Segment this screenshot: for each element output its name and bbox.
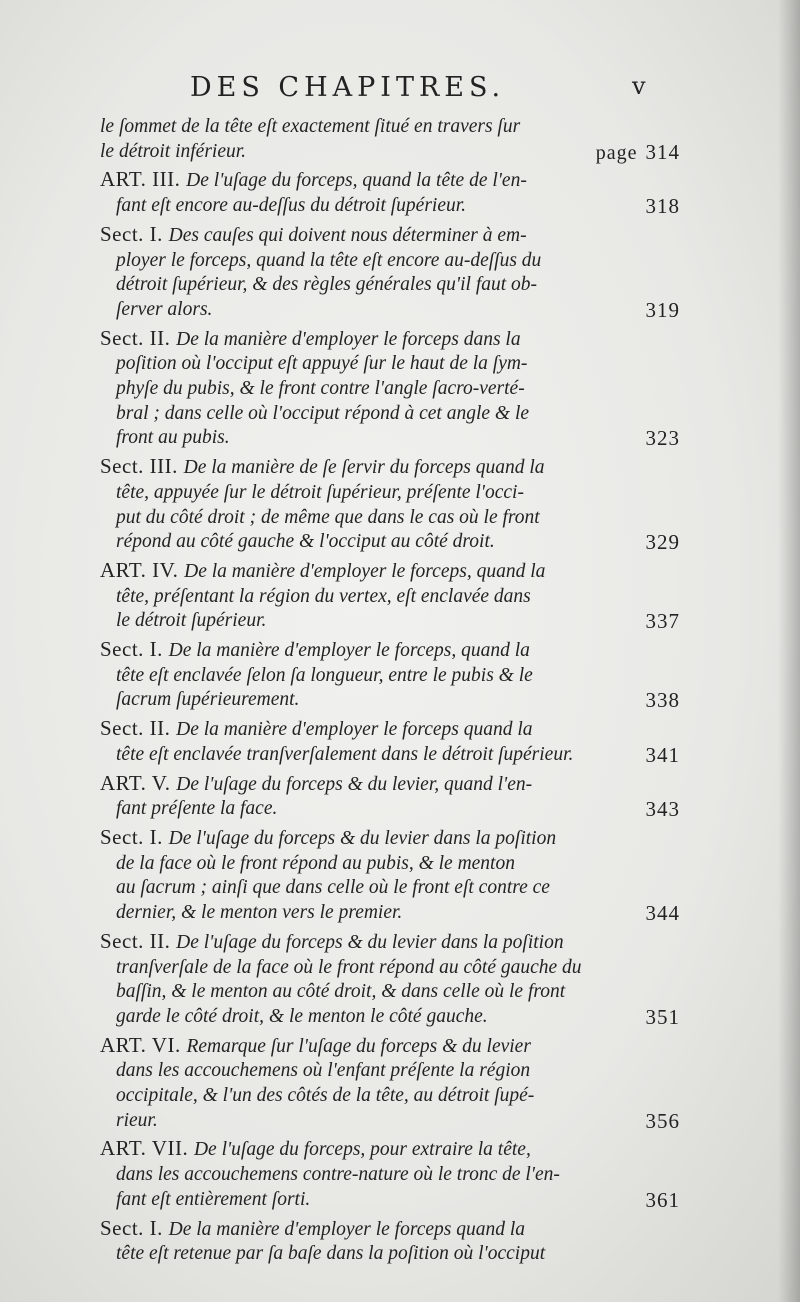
toc-text: baſſin, & le menton au côté droit, & dans celle où le front: [116, 981, 566, 1003]
page-number: [646, 194, 681, 219]
toc-text: Des cauſes qui doivent nous déterminer à em-: [168, 224, 527, 246]
toc-entry: [100, 1033, 680, 1134]
toc-line: [100, 1136, 680, 1163]
toc-text: fant préſente la face.: [116, 798, 278, 820]
toc-text: De la manière d'employer le forceps quand la: [176, 719, 533, 741]
toc-entry: [100, 771, 680, 822]
toc-label: Sect. II.: [100, 325, 177, 350]
toc-text: tête, appuyée ſur le détroit ſupérieur, préſente l'occi-: [116, 481, 524, 503]
page-number-value: 319: [645, 297, 680, 322]
toc-text: tête eſt retenue par ſa baſe dans la poſition où l'occiput: [116, 1243, 546, 1265]
table-of-contents: [100, 112, 680, 1267]
toc-label: ART. IV.: [100, 557, 185, 582]
toc-text: au ſacrum ; ainſi que dans celle où le front eſt contre ce: [116, 877, 550, 899]
toc-line: [100, 825, 680, 852]
toc-entry: [100, 929, 680, 1030]
toc-text: De la manière d'employer le forceps, quand la: [168, 640, 530, 662]
toc-line: [100, 298, 680, 323]
toc-label: Sect. II.: [100, 716, 177, 741]
toc-text: De l'uſage du forceps, quand la tête de l'en-: [186, 170, 527, 192]
toc-entry: [100, 716, 680, 767]
toc-line: [100, 1216, 680, 1243]
toc-text: Remarque ſur l'uſage du forceps & du levier: [186, 1035, 531, 1057]
toc-line: [100, 743, 680, 768]
toc-text: tête eſt enclavée ſelon ſa longueur, entre le pubis & le: [116, 664, 533, 686]
page-number-value: 318: [645, 194, 680, 219]
toc-entry: [100, 637, 680, 713]
toc-label: ART. VII.: [100, 1136, 194, 1161]
page-number: [596, 140, 680, 166]
toc-line: [100, 326, 680, 353]
toc-label: Sect. I.: [100, 1215, 169, 1240]
toc-text: poſition où l'occiput eſt appuyé ſur le haut de la ſym-: [116, 353, 528, 375]
page-number: [646, 1005, 681, 1030]
toc-line: [100, 609, 680, 634]
toc-entry: [100, 454, 680, 555]
toc-text: dans les accouchemens contre-nature où le tronc de l'en-: [116, 1164, 560, 1186]
toc-text: rieur.: [116, 1109, 158, 1131]
toc-line: [100, 402, 680, 427]
toc-line: [100, 1084, 680, 1109]
toc-line: [100, 980, 680, 1005]
toc-text: De l'uſage du forceps & du levier dans la poſition: [176, 931, 564, 953]
page-number: [646, 797, 681, 822]
toc-label: ART. VI.: [100, 1032, 187, 1057]
toc-line: [100, 1109, 680, 1134]
toc-entry: [100, 167, 680, 218]
toc-text: bral ; dans celle où l'occiput répond à cet angle & le: [116, 402, 530, 424]
toc-line: [100, 852, 680, 877]
toc-label: Sect. II.: [100, 928, 177, 953]
page-number-value: 314: [645, 139, 680, 164]
page-number: [646, 426, 681, 451]
toc-text: dernier, & le menton vers le premier.: [116, 902, 403, 924]
toc-text: répond au côté gauche & l'occiput au côté droit.: [116, 531, 495, 553]
toc-entry: [100, 222, 680, 323]
toc-text: tête eſt enclavée tranſverſalement dans le détroit ſupérieur.: [116, 743, 574, 765]
toc-label: Sect. I.: [100, 221, 169, 246]
toc-text: occipitale, & l'un des côtés de la tête, au détroit ſupé-: [116, 1085, 535, 1107]
toc-entry: [100, 825, 680, 926]
toc-label: Sect. I.: [100, 637, 169, 662]
toc-label: Sect. III.: [100, 454, 184, 479]
page-number: [646, 298, 681, 323]
toc-text: fant eſt entièrement ſorti.: [116, 1188, 311, 1210]
page-header: [0, 72, 800, 112]
toc-text: De la manière de ſe ſervir du forceps quand la: [183, 457, 545, 479]
toc-text: De la manière d'employer le forceps quand la: [168, 1218, 526, 1240]
toc-text: tête, préſentant la région du vertex, eſt enclavée dans: [116, 585, 531, 607]
page-number-value: 338: [645, 688, 680, 713]
toc-line: [100, 1005, 680, 1030]
toc-label: Sect. I.: [100, 824, 169, 849]
toc-label: ART. V.: [100, 770, 177, 795]
running-title: DES CHAPITRES.: [190, 72, 506, 103]
toc-line: [100, 929, 680, 956]
page-number-value: 337: [645, 609, 680, 634]
toc-text: De l'uſage du forceps & du levier dans la poſition: [168, 827, 557, 849]
page-number: [646, 901, 681, 926]
page-number: [646, 688, 681, 713]
toc-entry: [100, 1216, 680, 1267]
toc-text: De l'uſage du forceps & du levier, quand l'en-: [176, 773, 533, 795]
page-number-value: 323: [645, 426, 680, 451]
toc-text: front au pubis.: [116, 427, 230, 449]
toc-line: [100, 664, 680, 689]
page-number: [646, 609, 681, 634]
page-word: page: [595, 141, 638, 164]
toc-line: [100, 506, 680, 531]
toc-line: [100, 273, 680, 298]
page-number-value: 361: [645, 1187, 680, 1212]
toc-text: phyſe du pubis, & le front contre l'angle ſacro-verté-: [116, 378, 525, 400]
toc-line: [100, 454, 680, 481]
toc-line: [100, 876, 680, 901]
toc-text: de la face où le front répond au pubis, & le menton: [116, 852, 515, 874]
page-number-value: 351: [645, 1004, 680, 1029]
page-number: [646, 743, 681, 768]
toc-text: tranſverſale de la face où le front répond au côté gauche du: [116, 956, 582, 978]
page-number: [646, 1188, 681, 1213]
toc-line: [100, 716, 680, 743]
toc-text: le détroit inférieur.: [100, 140, 247, 162]
toc-line: [100, 771, 680, 798]
toc-label: ART. III.: [100, 167, 187, 192]
toc-entry: [100, 1136, 680, 1212]
toc-text: De la manière d'employer le forceps, quand la: [184, 560, 546, 582]
page-number-value: 341: [645, 742, 680, 767]
toc-line: [100, 956, 680, 981]
page-number-value: 344: [645, 901, 680, 926]
toc-entry: [100, 326, 680, 452]
toc-line: [100, 1163, 680, 1188]
folio: v: [632, 72, 646, 100]
toc-text: fant eſt encore au-deſſus du détroit ſupérieur.: [116, 195, 467, 217]
toc-text: ployer le forceps, quand la tête eſt encore au-deſſus du: [116, 249, 542, 271]
toc-text: dans les accouchemens où l'enfant préſente la région: [116, 1060, 531, 1082]
toc-line: [100, 530, 680, 555]
toc-text: put du côté droit ; de même que dans le cas où le front: [116, 506, 540, 528]
toc-line: [100, 167, 680, 194]
toc-line: [100, 194, 680, 219]
toc-text: De la manière d'employer le forceps dans la: [176, 328, 521, 350]
page-number-value: 329: [645, 530, 680, 555]
toc-line: [100, 377, 680, 402]
toc-line: [100, 426, 680, 451]
toc-line: [100, 222, 680, 249]
toc-text: ſacrum ſupérieurement.: [116, 689, 300, 711]
page-number-value: 343: [645, 797, 680, 822]
toc-text: garde le côté droit, & le menton le côté gauche.: [116, 1005, 488, 1027]
toc-line: [100, 249, 680, 274]
page-number-value: 356: [645, 1108, 680, 1133]
toc-line: [100, 140, 680, 165]
toc-line: [100, 688, 680, 713]
toc-line: [100, 481, 680, 506]
toc-text: détroit ſupérieur, & des règles générales qu'il faut ob-: [116, 274, 538, 296]
toc-line: [100, 637, 680, 664]
toc-line: [100, 115, 680, 140]
page-number: [646, 1109, 681, 1134]
toc-text: De l'uſage du forceps, pour extraire la tête,: [193, 1139, 531, 1161]
toc-line: [100, 1033, 680, 1060]
toc-line: [100, 1188, 680, 1213]
toc-line: [100, 558, 680, 585]
toc-line: [100, 901, 680, 926]
toc-text: le ſommet de la tête eſt exactement ſitué en travers ſur: [100, 116, 521, 137]
spine-shadow: [778, 0, 800, 1302]
toc-line: [100, 352, 680, 377]
toc-line: [100, 585, 680, 610]
toc-line: [100, 1242, 680, 1267]
toc-entry: [100, 115, 680, 164]
toc-text: ſerver alors.: [116, 298, 213, 320]
toc-entry: [100, 558, 680, 634]
toc-line: [100, 797, 680, 822]
page-number: [646, 530, 681, 555]
toc-line: [100, 1059, 680, 1084]
toc-text: le détroit ſupérieur.: [116, 610, 267, 632]
